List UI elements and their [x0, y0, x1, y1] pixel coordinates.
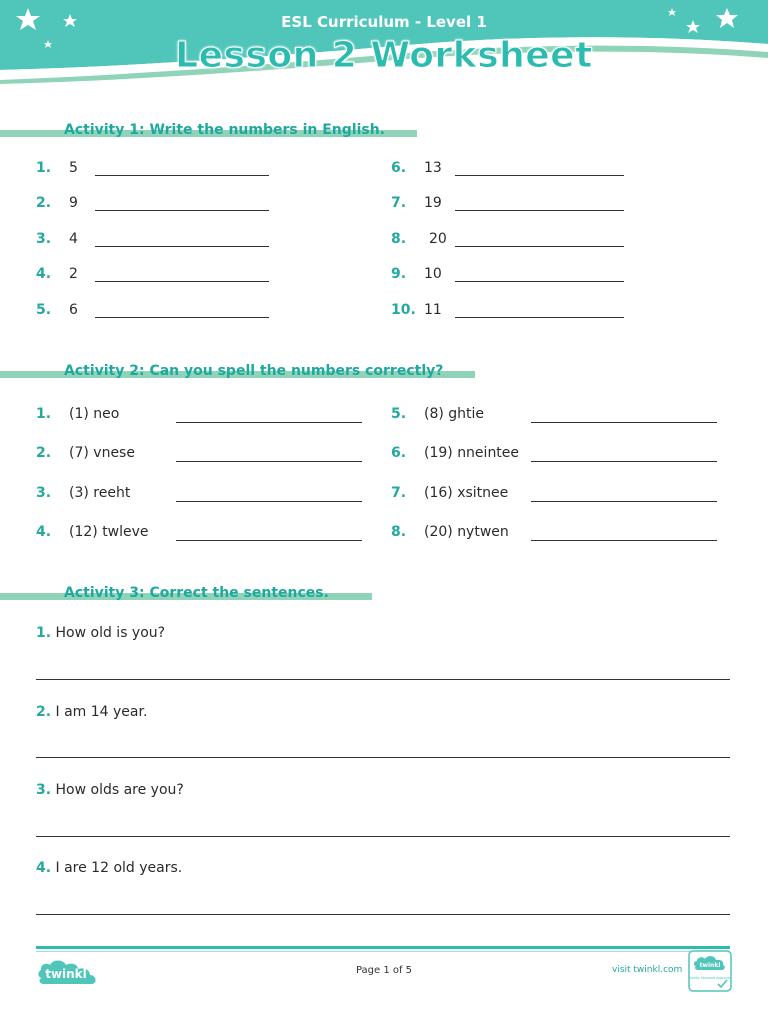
item-number: 7.	[391, 485, 407, 501]
sentence-item	[36, 860, 182, 876]
answer-line[interactable]	[36, 836, 730, 837]
activity1-row	[0, 302, 660, 326]
item-value: (8) ghtie	[424, 406, 485, 422]
item-value: 13	[424, 160, 442, 176]
answer-line[interactable]	[36, 914, 730, 915]
item-number: 3.	[36, 485, 52, 501]
item-number: 3.	[36, 231, 52, 247]
item-value: (3) reeht	[69, 485, 131, 501]
answer-line[interactable]	[36, 757, 730, 758]
activity1-row	[0, 231, 660, 255]
answer-line[interactable]	[531, 540, 717, 541]
activity1-heading	[0, 116, 420, 138]
activity2-row	[0, 485, 730, 509]
activity2-heading	[0, 357, 480, 379]
answer-line[interactable]	[455, 175, 624, 176]
item-number: 2.	[36, 704, 52, 720]
activity2-row	[0, 406, 730, 430]
answer-line[interactable]	[531, 461, 717, 462]
item-value: (12) twleve	[69, 524, 149, 540]
sentence-text: How olds are you?	[55, 782, 184, 798]
footer-rule	[36, 946, 730, 949]
visit-link[interactable]: visit twinkl.com	[612, 965, 683, 975]
activity1-heading-text: Activity 1: Write the numbers in English.	[64, 122, 386, 138]
sentence-text: How old is you?	[55, 625, 166, 641]
answer-line[interactable]	[455, 210, 624, 211]
item-value: (20) nytwen	[424, 524, 509, 540]
item-value: 2	[69, 266, 78, 282]
item-number: 6.	[391, 445, 407, 461]
sentence-item	[36, 782, 184, 798]
item-number: 5.	[391, 406, 407, 422]
answer-line[interactable]	[455, 246, 624, 247]
answer-line[interactable]	[531, 422, 717, 423]
item-value: (1) neo	[69, 406, 120, 422]
item-number: 4.	[36, 266, 52, 282]
answer-line[interactable]	[36, 679, 730, 680]
sentence-text: I are 12 old years.	[55, 860, 183, 876]
page-number: Page 1 of 5	[355, 965, 413, 976]
item-number: 7.	[391, 195, 407, 211]
page-title: Lesson 2 Worksheet	[175, 35, 593, 76]
item-number: 3.	[36, 782, 52, 798]
badge-logo-text: twinkl	[699, 962, 721, 969]
item-number: 1.	[36, 160, 52, 176]
item-number: 9.	[391, 266, 407, 282]
item-value: 19	[424, 195, 442, 211]
item-number: 8.	[391, 231, 407, 247]
item-value: 20	[429, 231, 447, 247]
activity2-row	[0, 445, 730, 469]
item-value: (7) vnese	[69, 445, 135, 461]
answer-line[interactable]	[455, 317, 624, 318]
item-value: (19) nneintee	[424, 445, 520, 461]
item-number: 1.	[36, 625, 52, 641]
activity2-heading-text: Activity 2: Can you spell the numbers correctly?	[64, 363, 444, 379]
activity2-row	[0, 524, 730, 548]
item-value: 4	[69, 231, 78, 247]
badge-text: Quality Standard Approved	[688, 976, 732, 980]
sentence-item	[36, 704, 147, 720]
sentence-item	[36, 625, 165, 641]
item-number: 4.	[36, 524, 52, 540]
item-value: 11	[424, 302, 442, 318]
logo-text: twinkl	[45, 967, 87, 981]
answer-line[interactable]	[531, 501, 717, 502]
item-value: 5	[69, 160, 78, 176]
item-value: 6	[69, 302, 78, 318]
item-number: 10.	[391, 302, 416, 318]
item-number: 5.	[36, 302, 52, 318]
item-value: 10	[424, 266, 442, 282]
curriculum-subtitle: ESL Curriculum - Level 1	[281, 13, 487, 31]
activity1-row	[0, 266, 660, 290]
activity3-heading	[0, 579, 380, 601]
item-number: 6.	[391, 160, 407, 176]
activity1-row	[0, 195, 660, 219]
item-number: 2.	[36, 195, 52, 211]
item-value: (16) xsitnee	[424, 485, 509, 501]
sentence-text: I am 14 year.	[55, 704, 148, 720]
item-number: 2.	[36, 445, 52, 461]
activity3-heading-text: Activity 3: Correct the sentences.	[64, 585, 329, 601]
answer-line[interactable]	[455, 281, 624, 282]
item-number: 8.	[391, 524, 407, 540]
item-value: 9	[69, 195, 78, 211]
item-number: 4.	[36, 860, 52, 876]
item-number: 1.	[36, 406, 52, 422]
quality-badge	[688, 950, 732, 992]
footer-rule-thin	[36, 951, 730, 952]
activity1-row	[0, 160, 660, 184]
